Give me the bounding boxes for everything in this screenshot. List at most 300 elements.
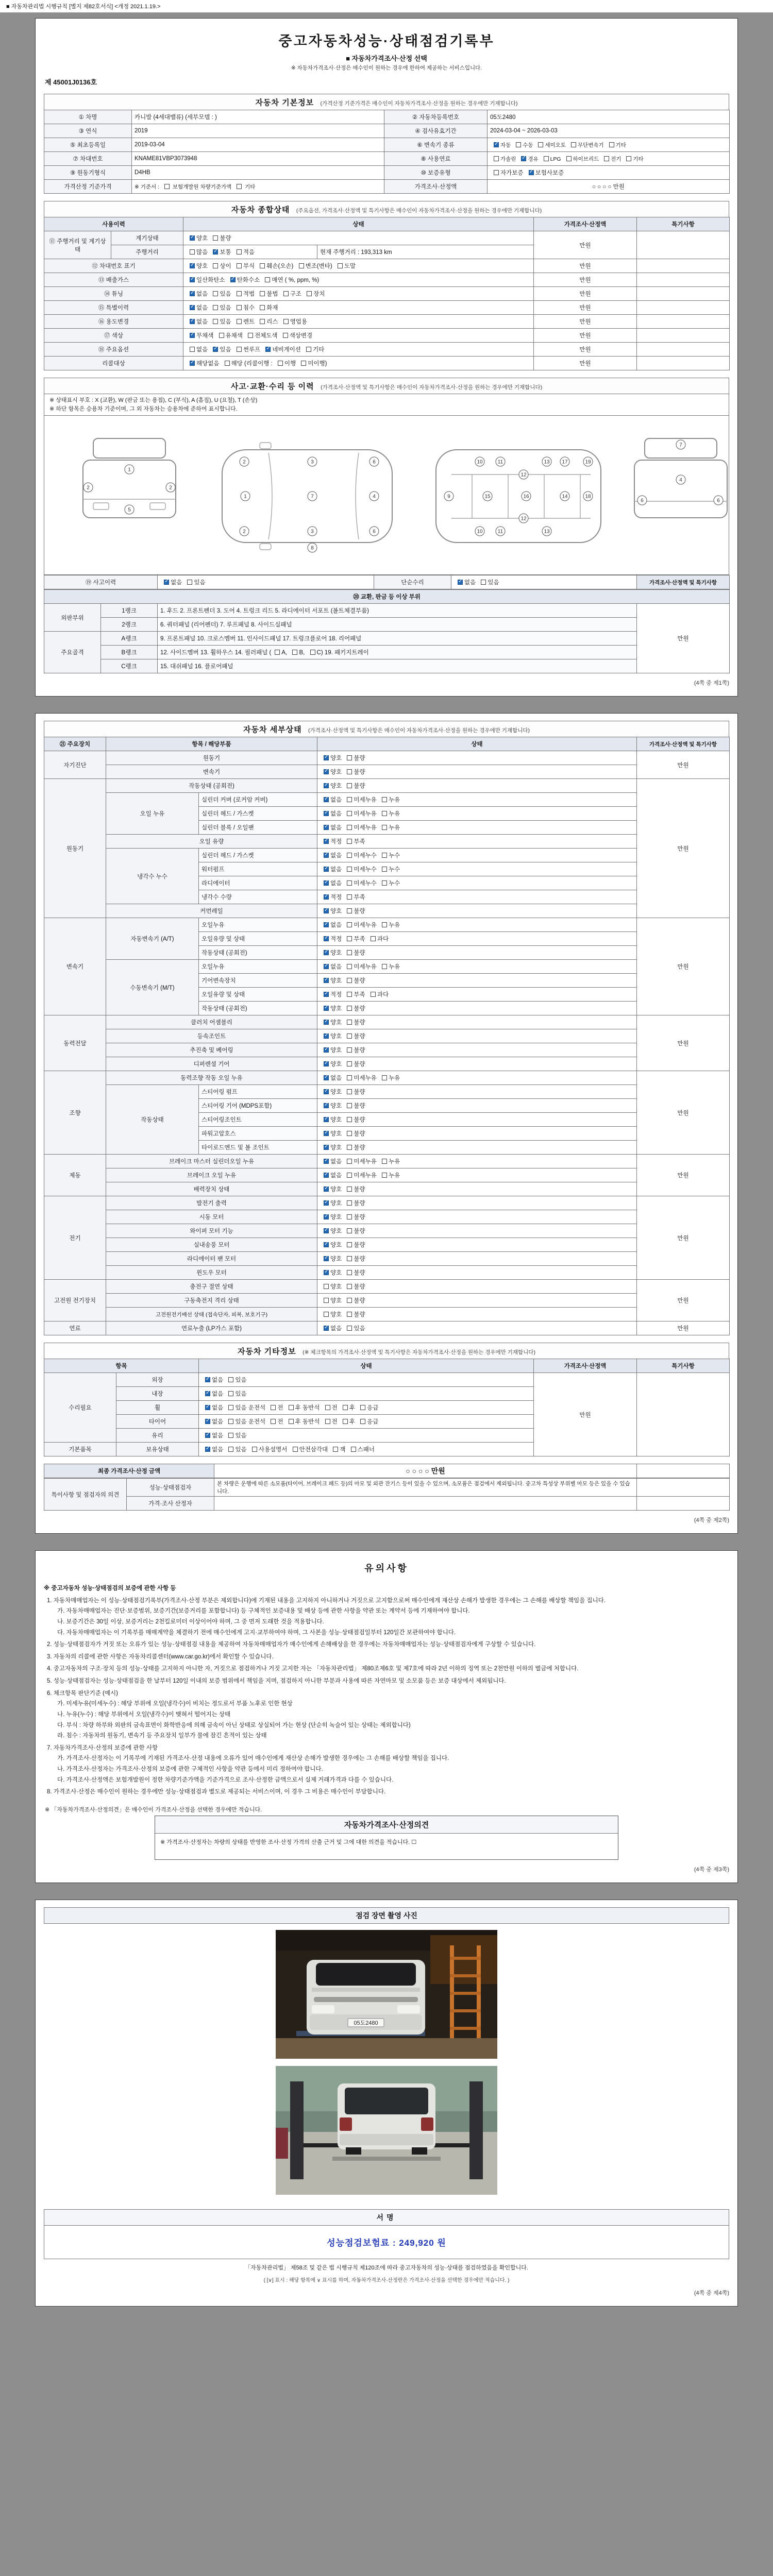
checkbox-unchecked[interactable] [609, 142, 614, 147]
checkbox-checked[interactable] [190, 305, 195, 310]
checkbox-unchecked[interactable] [228, 1447, 233, 1452]
checkbox-unchecked[interactable] [382, 964, 387, 969]
rank-cell: 15. 대쉬패널 16. 플로어패널 [158, 659, 637, 673]
checkbox-unchecked[interactable] [347, 1284, 352, 1289]
comp-cell[interactable]: ✓ 없음 있음 렌트 리스 영업용 [183, 315, 534, 329]
checkbox-unchecked[interactable] [347, 894, 352, 900]
detail-cell: 실린더 헤드 / 가스켓 [199, 849, 317, 862]
detail-cell[interactable]: ✓ 양호 불량 [317, 904, 637, 918]
checkbox-unchecked[interactable] [228, 1419, 233, 1424]
rank-cell: C랭크 [101, 659, 158, 673]
detail-cell: 제동 [44, 1155, 106, 1196]
detail-cell[interactable]: ✓ 없음 미세누유 누유 [317, 918, 637, 932]
checkbox-unchecked[interactable] [347, 1256, 352, 1261]
checkbox-unchecked[interactable] [382, 1173, 387, 1178]
checkbox-checked[interactable] [324, 964, 329, 969]
etc-cell[interactable]: ✓ 없음 있음 [199, 1429, 534, 1443]
basic-cell[interactable]: 가솔린 ✓경유 LPG 하이브리드 전기 기타 [488, 152, 730, 166]
detail-cell[interactable]: ✓ 없음 미세누수 누수 [317, 862, 637, 876]
detail-cell[interactable]: ✓ 양호 불량 [317, 779, 637, 793]
checkbox-unchecked[interactable] [187, 580, 192, 585]
detail-cell[interactable]: ✓ 없음 미세누수 누수 [317, 876, 637, 890]
checkbox-unchecked[interactable] [481, 580, 486, 585]
checkbox-unchecked[interactable] [310, 650, 315, 655]
checkbox-checked[interactable] [324, 992, 329, 997]
detail-cell[interactable]: ✓ 없음 미세누수 누수 [317, 849, 637, 862]
detail-cell[interactable]: ✓ 없음 미세누유 누유 [317, 960, 637, 974]
checkbox-checked[interactable] [324, 783, 329, 788]
checkbox-checked[interactable] [324, 769, 329, 774]
detail-cell[interactable]: ✓ 없음 미세누유 누유 [317, 1071, 637, 1085]
checkbox-checked[interactable] [324, 1006, 329, 1011]
checkbox-unchecked[interactable] [213, 291, 218, 296]
checkbox-unchecked[interactable] [347, 783, 352, 788]
checkbox-unchecked[interactable] [324, 1284, 329, 1289]
checkbox-unchecked[interactable] [271, 1419, 276, 1424]
checkbox-unchecked[interactable] [347, 867, 352, 872]
acc-cell[interactable]: ✓ 없음 있음 [158, 575, 374, 589]
comp-cell[interactable]: ✓ 없음 있음 적법 불법 구조 장치 [183, 287, 534, 301]
notice-item: 다. 가격조사·산정액은 보험개발원이 정한 차량기준가액을 기준가격으로 조사·산정한 금액으로서 실제 거래가격과 다를 수 있습니다. [57, 1776, 394, 1783]
checkbox-unchecked[interactable] [343, 1419, 348, 1424]
checkbox-checked[interactable] [324, 1159, 329, 1164]
checkbox-checked[interactable] [190, 319, 195, 324]
checkbox-unchecked[interactable] [293, 1447, 298, 1452]
checkbox-unchecked[interactable] [343, 1405, 348, 1410]
detail-cell[interactable]: 양호 불량 [317, 1308, 637, 1321]
checkbox-unchecked[interactable] [371, 992, 376, 997]
checkbox-checked[interactable] [164, 580, 169, 585]
detail-cell[interactable]: ✓ 없음 미세누유 누유 [317, 1155, 637, 1168]
checkbox-checked[interactable] [324, 839, 329, 844]
checkbox-unchecked[interactable] [289, 1419, 294, 1424]
checkbox-unchecked[interactable] [382, 797, 387, 802]
checkbox-unchecked[interactable] [382, 1075, 387, 1080]
detail-cell[interactable]: ✓ 양호 불량 [317, 974, 637, 988]
detail-cell[interactable]: ✓ 양호 불량 [317, 1043, 637, 1057]
checkbox-checked[interactable] [324, 894, 329, 900]
checkbox-unchecked[interactable] [283, 319, 289, 324]
detail-cell[interactable]: ✓ 양호 불량 [317, 1085, 637, 1099]
detail-cell[interactable]: ✓ 양호 불량 [317, 946, 637, 960]
rank-cell: 1랭크 [101, 604, 158, 618]
checkbox-unchecked[interactable] [538, 142, 543, 147]
detail-cell[interactable]: ✓ 양호 불량 [317, 751, 637, 765]
checkbox-checked[interactable] [205, 1405, 210, 1410]
checkbox-unchecked[interactable] [494, 170, 499, 175]
detail-cell[interactable]: ✓ 양호 불량 [317, 1252, 637, 1266]
checkbox-unchecked[interactable] [301, 361, 306, 366]
checkbox-checked[interactable] [324, 811, 329, 816]
diagram-marker-17 [560, 457, 569, 466]
checkbox-checked[interactable] [213, 347, 218, 352]
checkbox-unchecked[interactable] [190, 249, 195, 255]
checkbox-unchecked[interactable] [228, 1377, 233, 1382]
acc-cell: 가격조사·산정액 및 특기사항 [637, 575, 730, 589]
checkbox-checked[interactable] [205, 1377, 210, 1382]
checkbox-unchecked[interactable] [382, 1159, 387, 1164]
checkbox-unchecked[interactable] [237, 263, 242, 268]
checkbox-checked[interactable] [494, 142, 499, 147]
checkbox-unchecked[interactable] [382, 867, 387, 872]
checkbox-unchecked[interactable] [347, 1312, 352, 1317]
checkbox-unchecked[interactable] [360, 1405, 365, 1410]
checkbox-checked[interactable] [324, 1200, 329, 1206]
checkbox-unchecked[interactable] [252, 1447, 257, 1452]
checkbox-checked[interactable] [190, 277, 195, 282]
checkbox-checked[interactable] [324, 1242, 329, 1247]
checkbox-unchecked[interactable] [228, 1405, 233, 1410]
checkbox-unchecked[interactable] [516, 142, 521, 147]
comp-cell[interactable]: 없음 ✓있음 썬루프 ✓네비게이션 기타 [183, 343, 534, 357]
vehicle-diagram [44, 415, 729, 575]
checkbox-unchecked[interactable] [347, 853, 352, 858]
car-rear [332, 2083, 441, 2161]
etc-cell[interactable]: ✓ 없음 있음 사용설명서 안전삼각대 잭 스패너 [199, 1443, 534, 1456]
checkbox-unchecked[interactable] [382, 880, 387, 886]
etc-cell[interactable]: ✓ 없음 있음 운전석 전 후 동반석 전 후 응급 [199, 1415, 534, 1429]
checkbox-unchecked[interactable] [283, 333, 288, 338]
checkbox-checked[interactable] [324, 908, 329, 913]
checkbox-unchecked[interactable] [306, 347, 311, 352]
checkbox-unchecked[interactable] [382, 811, 387, 816]
checkbox-unchecked[interactable] [347, 1187, 352, 1192]
comp-cell: 주행거리 [111, 245, 183, 259]
checkbox-unchecked[interactable] [347, 1089, 352, 1094]
checkbox-checked[interactable] [324, 867, 329, 872]
inspector-opinion-table [44, 1478, 730, 1511]
comp-cell[interactable]: ✓ 없음 있음 침수 화재 [183, 301, 534, 315]
checkbox-unchecked[interactable] [260, 291, 265, 296]
basic-cell[interactable]: ※ 기준서 : 보험개발원 차량기준가액 기타 [132, 180, 384, 194]
checkbox-unchecked[interactable] [228, 1433, 233, 1438]
checkbox-unchecked[interactable] [347, 1298, 352, 1303]
checkbox-unchecked[interactable] [338, 263, 343, 268]
checkbox-checked[interactable] [324, 936, 329, 941]
checkbox-unchecked[interactable] [260, 305, 265, 310]
checkbox-checked[interactable] [230, 277, 236, 282]
checkbox-unchecked[interactable] [237, 249, 242, 255]
checkbox-checked[interactable] [324, 1145, 329, 1150]
checkbox-unchecked[interactable] [347, 1061, 352, 1066]
checkbox-unchecked[interactable] [307, 291, 312, 296]
detail-cell[interactable]: ✓ 양호 불량 [317, 1113, 637, 1127]
checkbox-unchecked[interactable] [325, 1405, 330, 1410]
checkbox-checked[interactable] [324, 755, 329, 760]
checkbox-checked[interactable] [324, 1173, 329, 1178]
detail-cell[interactable]: ✓ 없음 미세누유 누유 [317, 793, 637, 807]
checkbox-unchecked[interactable] [347, 1020, 352, 1025]
checkbox-unchecked[interactable] [213, 235, 218, 241]
checkbox-unchecked[interactable] [566, 156, 572, 161]
checkbox-unchecked[interactable] [237, 291, 242, 296]
checkbox-unchecked[interactable] [213, 305, 218, 310]
checkbox-checked[interactable] [324, 1326, 329, 1331]
detail-cell[interactable]: ✓ 양호 불량 [317, 1057, 637, 1071]
notice-item: 2. 성능·상태점검자가 거짓 또는 오류가 있는 성능·상태점검 내용을 제공하여 자동차매매업자가 매수인에게 손해배상을 한 경우에는 자동차매매업자는 성능·상태점검자에게 구상할 수 있습니다. [47, 1641, 536, 1648]
diagram-marker-16 [522, 492, 531, 501]
comp-cell: 만원 [534, 273, 637, 287]
checkbox-checked[interactable] [324, 1270, 329, 1275]
checkbox-unchecked[interactable] [347, 1145, 352, 1150]
detail-cell[interactable]: ✓ 없음 있음 [317, 1321, 637, 1335]
checkbox-unchecked[interactable] [333, 1447, 338, 1452]
checkbox-unchecked[interactable] [347, 1047, 352, 1053]
opinion-cell: 가격·조사 산정자 [127, 1497, 214, 1511]
detail-cell[interactable]: ✓ 양호 불량 [317, 1224, 637, 1238]
panel-rank-table [44, 589, 730, 673]
etc-cell[interactable]: ✓ 없음 있음 [199, 1373, 534, 1387]
notice-item: 8. 가격조사·산정은 매수인이 원하는 경우에만 성능·상태점검과 별도로 제공되는 서비스이며, 이 경우 그 비용은 매수인이 부담합니다. [47, 1789, 386, 1795]
checkbox-unchecked[interactable] [382, 922, 387, 927]
checkbox-unchecked[interactable] [347, 1200, 352, 1206]
detail-cell[interactable]: ✓ 양호 불량 [317, 1266, 637, 1280]
checkbox-unchecked[interactable] [347, 1117, 352, 1122]
basic-cell[interactable]: ✓ 자동 수동 세미오토 무단변속기 기타 [488, 138, 730, 152]
comp-cell[interactable]: ✓ 해당없음 해당 (리콜이행 : 이행 미이행) [183, 357, 534, 370]
checkbox-unchecked[interactable] [237, 305, 242, 310]
detail-cell[interactable]: 양호 불량 [317, 1294, 637, 1308]
checkbox-checked[interactable] [324, 922, 329, 927]
detail-cell[interactable]: ✓ 양호 불량 [317, 1210, 637, 1224]
etc-cell[interactable]: ✓ 없음 있음 [199, 1387, 534, 1401]
checkbox-unchecked[interactable] [248, 333, 253, 338]
checkbox-unchecked[interactable] [213, 263, 218, 268]
detail-cell[interactable]: ✓ 양호 불량 [317, 765, 637, 779]
comp-cell[interactable]: ✓ 일산화탄소 ✓탄화수소 매연 ( %, ppm, %) [183, 273, 534, 287]
etc-cell[interactable]: ✓ 없음 있음 운전석 전 후 동반석 전 후 응급 [199, 1401, 534, 1415]
detail-cell: ㉑ 주요장치 [44, 737, 106, 751]
checkbox-unchecked[interactable] [347, 950, 352, 955]
rank-cell[interactable]: 12. 사이드멤버 13. 휠하우스 14. 필러패널 ( A, B, C) 19. 패키지트레이 [158, 646, 637, 659]
checkbox-checked[interactable] [324, 853, 329, 858]
checkbox-unchecked[interactable] [347, 769, 352, 774]
checkbox-checked[interactable] [213, 249, 218, 255]
detail-cell[interactable]: ✓ 양호 불량 [317, 1196, 637, 1210]
checkbox-unchecked[interactable] [347, 964, 352, 969]
checkbox-checked[interactable] [324, 1131, 329, 1136]
checkbox-checked[interactable] [190, 361, 195, 366]
checkbox-checked[interactable] [324, 1187, 329, 1192]
accident-history-table [44, 575, 730, 589]
comp-cell[interactable]: ✓ 무채색 유채색 전체도색 색상변경 [183, 329, 534, 343]
detail-cell: 기어변속장치 [199, 974, 317, 988]
checkbox-unchecked[interactable] [347, 1228, 352, 1233]
inspection-insurance-fee: 성능점검보험료 : 249,920 원 [327, 2238, 446, 2248]
checkbox-unchecked[interactable] [237, 347, 242, 352]
checkbox-unchecked[interactable] [347, 839, 352, 844]
checkbox-checked[interactable] [521, 156, 526, 161]
checkbox-checked[interactable] [324, 825, 329, 830]
checkbox-unchecked[interactable] [347, 797, 352, 802]
svg-text:14: 14 [562, 494, 568, 500]
detail-cell: 스티어링조인트 [199, 1113, 317, 1127]
checkbox-unchecked[interactable] [347, 922, 352, 927]
checkbox-unchecked[interactable] [347, 936, 352, 941]
checkbox-unchecked[interactable] [213, 319, 218, 324]
checkbox-unchecked[interactable] [571, 142, 576, 147]
detail-cell[interactable]: ✓ 양호 불량 [317, 1238, 637, 1252]
checkbox-unchecked[interactable] [260, 263, 265, 268]
checkbox-unchecked[interactable] [382, 853, 387, 858]
checkbox-unchecked[interactable] [494, 156, 499, 161]
checkbox-checked[interactable] [265, 347, 271, 352]
svg-text:17: 17 [562, 459, 568, 465]
detail-cell: 동력전달 [44, 1015, 106, 1071]
checkbox-unchecked[interactable] [347, 1270, 352, 1275]
checkbox-unchecked[interactable] [626, 156, 631, 161]
checkbox-unchecked[interactable] [371, 936, 376, 941]
checkbox-unchecked[interactable] [260, 319, 265, 324]
checkbox-unchecked[interactable] [347, 1242, 352, 1247]
checkbox-unchecked[interactable] [347, 908, 352, 913]
acc-cell[interactable]: ✓ 없음 있음 [451, 575, 637, 589]
checkbox-checked[interactable] [529, 170, 534, 175]
checkbox-unchecked[interactable] [190, 347, 195, 352]
checkbox-checked[interactable] [190, 263, 195, 268]
valuation-select-label[interactable]: ■ 자동차가격조사·산정 선택 [346, 55, 427, 62]
checkbox-unchecked[interactable] [360, 1419, 365, 1424]
checkbox-checked[interactable] [324, 978, 329, 983]
checkbox-checked[interactable] [205, 1391, 210, 1396]
checkbox-unchecked[interactable] [347, 1033, 352, 1039]
basic-cell: ④ 검사유효기간 [384, 124, 488, 138]
checkbox-checked[interactable] [324, 1228, 329, 1233]
diagram-underbody-view [436, 450, 601, 543]
checkbox-unchecked[interactable] [347, 1173, 352, 1178]
detail-cell[interactable]: ✓ 적정 부족 과다 [317, 988, 637, 1002]
checkbox-checked[interactable] [324, 1020, 329, 1025]
panel-detail [35, 713, 738, 1534]
checkbox-unchecked[interactable] [324, 1312, 329, 1317]
checkbox-unchecked[interactable] [347, 755, 352, 760]
checkbox-unchecked[interactable] [347, 1131, 352, 1136]
basic-cell[interactable]: 자가보증 ✓보험사보증 [488, 166, 730, 180]
detail-cell[interactable]: ✓ 없음 미세누유 누유 [317, 807, 637, 821]
checkbox-checked[interactable] [324, 1075, 329, 1080]
svg-text:18: 18 [585, 494, 591, 500]
checkbox-unchecked[interactable] [324, 1298, 329, 1303]
checkbox-checked[interactable] [205, 1433, 210, 1438]
checkbox-checked[interactable] [190, 333, 195, 338]
checkbox-unchecked[interactable] [283, 291, 289, 296]
detail-cell[interactable]: ✓ 적정 부족 과다 [317, 932, 637, 946]
checkbox-unchecked[interactable] [299, 263, 304, 268]
checkbox-unchecked[interactable] [289, 1405, 294, 1410]
svg-text:3: 3 [311, 459, 314, 465]
svg-text:11: 11 [497, 529, 503, 535]
checkbox-checked[interactable] [324, 1061, 329, 1066]
checkbox-unchecked[interactable] [347, 880, 352, 886]
checkbox-unchecked[interactable] [347, 1159, 352, 1164]
checkbox-unchecked[interactable] [382, 825, 387, 830]
lift-post-left [290, 2081, 304, 2179]
svg-text:6: 6 [373, 529, 376, 535]
checkbox-unchecked[interactable] [347, 1075, 352, 1080]
detail-cell[interactable]: 양호 불량 [317, 1280, 637, 1294]
detail-cell: 조향 [44, 1071, 106, 1155]
detail-cell[interactable]: ✓ 양호 불량 [317, 1029, 637, 1043]
checkbox-unchecked[interactable] [347, 1103, 352, 1108]
checkbox-unchecked[interactable] [347, 1006, 352, 1011]
checkbox-checked[interactable] [324, 1214, 329, 1219]
checkbox-checked[interactable] [324, 880, 329, 886]
detail-cell[interactable]: ✓ 없음 미세누유 누유 [317, 1168, 637, 1182]
detail-cell[interactable]: ✓ 적정 부족 [317, 835, 637, 849]
checkbox-unchecked[interactable] [225, 361, 230, 366]
rank-cell: 외판부위 [44, 604, 101, 632]
checkbox-checked[interactable] [324, 1256, 329, 1261]
checkbox-checked[interactable] [190, 235, 195, 241]
checkbox-unchecked[interactable] [271, 1405, 276, 1410]
checkbox-checked[interactable] [324, 797, 329, 802]
checkbox-unchecked[interactable] [347, 1326, 352, 1331]
checkbox-unchecked[interactable] [265, 277, 270, 282]
checkbox-checked[interactable] [458, 580, 463, 585]
checkbox-unchecked[interactable] [164, 184, 170, 189]
detail-cell[interactable]: ✓ 양호 불량 [317, 1141, 637, 1155]
checkbox-checked[interactable] [190, 291, 195, 296]
checkbox-checked[interactable] [324, 950, 329, 955]
basic-cell: ⑧ 사용연료 [384, 152, 488, 166]
checkbox-checked[interactable] [324, 1103, 329, 1108]
checkbox-unchecked[interactable] [228, 1391, 233, 1396]
checkbox-unchecked[interactable] [347, 978, 352, 983]
detail-cell: 클러치 어셈블리 [106, 1015, 317, 1029]
etc-cell: 보유상태 [116, 1443, 199, 1456]
rank-cell: 6. 쿼터패널 (리어펜더) 7. 루프패널 8. 사이드실패널 [158, 618, 637, 632]
checkbox-unchecked[interactable] [347, 811, 352, 816]
detail-cell[interactable]: ✓ 양호 불량 [317, 1099, 637, 1113]
checkbox-checked[interactable] [324, 1047, 329, 1053]
basic-cell: D4HB [132, 166, 384, 180]
detail-cell[interactable]: ✓ 없음 미세누유 누유 [317, 821, 637, 835]
detail-cell[interactable]: ✓ 양호 불량 [317, 1002, 637, 1015]
checkbox-checked[interactable] [324, 1033, 329, 1039]
checkbox-unchecked[interactable] [325, 1419, 330, 1424]
checkbox-unchecked[interactable] [544, 156, 549, 161]
checkbox-unchecked[interactable] [237, 184, 242, 189]
checkbox-unchecked[interactable] [347, 992, 352, 997]
detail-cell[interactable]: ✓ 적정 부족 [317, 890, 637, 904]
comp-cell[interactable]: ✓ 양호 상이 부식 훼손(오손) 변조(변타) 도말 [183, 259, 534, 273]
checkbox-unchecked[interactable] [292, 650, 297, 655]
detail-cell: 만원 [637, 751, 730, 779]
comp-cell[interactable]: ✓ 양호 불량 [183, 231, 534, 245]
detail-cell[interactable]: ✓ 양호 불량 [317, 1182, 637, 1196]
checkbox-unchecked[interactable] [347, 825, 352, 830]
checkbox-unchecked[interactable] [278, 361, 283, 366]
checkbox-unchecked[interactable] [237, 319, 242, 324]
headlight-left [312, 2005, 334, 2013]
checkbox-checked[interactable] [324, 1117, 329, 1122]
detail-cell[interactable]: ✓ 양호 불량 [317, 1015, 637, 1029]
svg-text:13: 13 [544, 529, 550, 535]
checkbox-unchecked[interactable] [219, 333, 224, 338]
opinion-cell: 특이사항 및 점검자의 의견 [44, 1479, 127, 1511]
checkbox-unchecked[interactable] [275, 650, 280, 655]
comp-cell[interactable]: 많음 ✓보통 적음 [183, 245, 317, 259]
checkbox-checked[interactable] [205, 1419, 210, 1424]
checkbox-checked[interactable] [324, 1089, 329, 1094]
checkbox-checked[interactable] [205, 1447, 210, 1452]
detail-cell: 시동 모터 [106, 1210, 317, 1224]
detail-cell: 실린더 커버 (로커암 커버) [199, 793, 317, 807]
checkbox-unchecked[interactable] [351, 1447, 356, 1452]
detail-cell[interactable]: ✓ 양호 불량 [317, 1127, 637, 1141]
checkbox-unchecked[interactable] [347, 1214, 352, 1219]
checkbox-unchecked[interactable] [604, 156, 609, 161]
